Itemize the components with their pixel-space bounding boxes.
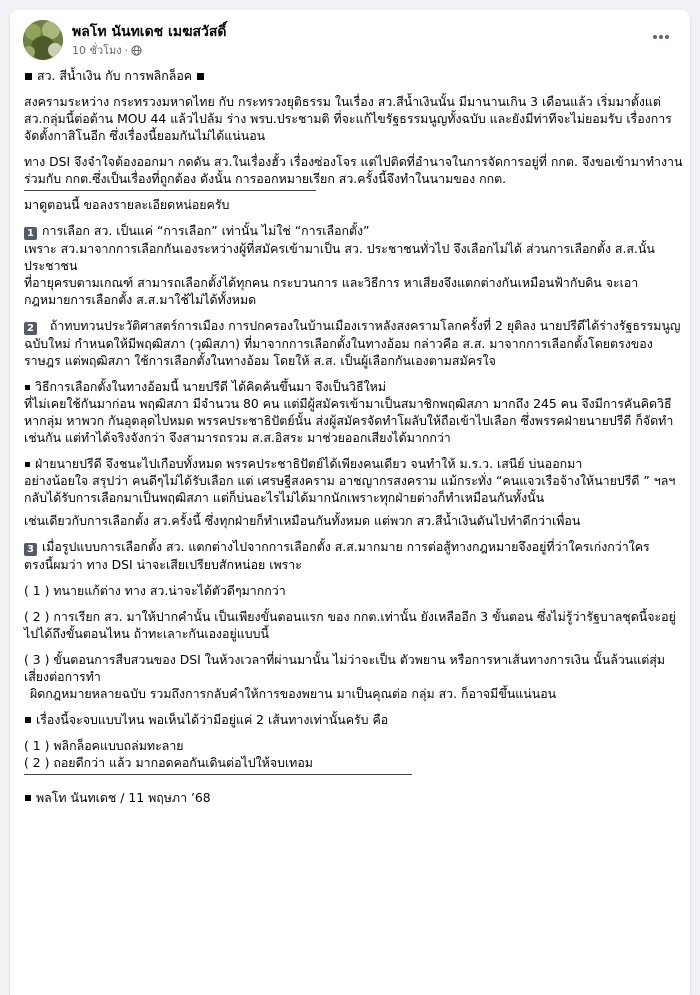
author-name[interactable]: พลโท นันทเดช เมฆสวัสดิ์: [72, 24, 227, 40]
ending-option-2: ( 2 ) ถอยดีกว่า แล้ว มากอดคอกันเดินต่อไปให้จบเทอม: [24, 755, 313, 770]
bullet-1-title: วิธีการเลือกตั้งในทางอ้อมนี้ นายปรีดี ได้คิดค้นขึ้นมา จึงเป็นวิธีใหม่: [35, 379, 387, 394]
section-2: [24, 317, 684, 369]
post-header: [10, 10, 690, 70]
section-3-item-3: ( 3 ) ขั้นตอนการสืบสวนของ DSI ในห้วงเวลาที่ผ่านมานั้น ไม่ว่าจะเป็น ตัวพยาน หรือการหาเส้นทางการเงิน นั้นล้วนแต่สุ่มเสี่ยงต่อการทำ: [24, 652, 666, 684]
section-2-text: ถ้าทบทวนประวัติศาสตร์การเมือง การปกครองในบ้านเมืองเราหลังสงครามโลกครั้งที่ 2 ยุติลง นายปรีดีได้ร่างรัฐธรรมนูญฉบับใหม่ กำหนดให้มีพฤฒิสภา (วุฒิสภา) ที่มาจากการเลือกตั้งในทางอ้อม กล่าวคือ ส.ส. มาจากการเลือกตั้งโดยตรงของราษฎร แต่พฤฒิสภา ใช้การเลือกตั้งในทางอ้อม โดยให้ ส.ส. เป็นผู้เลือกกันเองตามสมัครใจ: [24, 318, 681, 368]
ending-title: เรื่องนี้จะจบแบบไหน พอเห็นได้ว่ามีอยู่แค่ 2 เส้นทางเท่านั้นครับ คือ: [36, 712, 389, 727]
divider: [24, 774, 412, 775]
more-options-icon[interactable]: [650, 24, 672, 46]
section-3-title: เมื่อรูปแบบการเลือกตั้ง สว. แตกต่างไปจากการเลือกตั้ง ส.ส.มากมาย การต่อสู้ทางกฎหมายจึงอยู่ที่ว่าใครเก่งกว่าใคร: [42, 539, 650, 554]
section-1-heading: [24, 222, 684, 240]
bullet-2-heading: [24, 455, 684, 472]
bullet-2-title: ฝ่ายนายปรีดี จึงชนะไปเกือบทั้งหมด พรรคประชาธิปัตย์ได้เพียงคนเดียว จนทำให้ ม.ร.ว. เสนีย์ บ่นออกมา: [35, 456, 583, 471]
post-time[interactable]: 10 ชั่วโมง: [72, 44, 122, 57]
square-bullet-icon: [25, 795, 31, 801]
avatar-image: [23, 20, 63, 60]
bullet-1-heading: [24, 378, 684, 395]
post-body: [24, 67, 684, 806]
section-1-body-b: ที่อายุครบตามเกณฑ์ สามารถเลือกตั้งได้ทุกคน กระบวนการ และวิธีการ หาเสียงจึงแตกต่างกันเหมือนฟ้ากับดิน จะเอากฎหมายการเลือกตั้ง ส.ส.มาใช้ไม่ได้ทั้งหมด: [24, 275, 639, 307]
ending-option-1: ( 1 ) พลิกล็อคแบบถล่มทะลาย: [24, 738, 184, 753]
number-2-icon: 2: [24, 322, 37, 335]
bullet-2-body: อย่างน้อยใจ สรุปว่า คนดีๆไม่ได้รับเลือก แต่ เศรษฐีสงคราม อาชญากรสงคราม แม้กระทั่ง “คนแจวเรือจ้างให้นายปรีดี ” ฯลฯ กลับได้รับการเลือกมาเป็นพฤฒิสภา แต่ก็บ่นอะไรไม่ได้มากนักเพราะทุกฝ่ายต่างก็ทำเหมือนกันทั้งนั้น: [24, 473, 676, 505]
bullet-2-tail: เช่นเดียวกับการเลือกตั้ง สว.ครั้งนี้ ซึ่งทุกฝ่ายก็ทำเหมือนกันทั้งหมด แต่พวก สว.สีน้ำเงินดันไปทำดีกว่าเพื่อน: [24, 513, 581, 528]
square-bullet-icon: [25, 717, 31, 723]
post-card: [10, 10, 690, 995]
square-bullet-icon: [197, 73, 204, 80]
ending-heading: [24, 711, 684, 728]
number-1-icon: 1: [24, 227, 37, 240]
divider: [24, 190, 316, 191]
post-title-line: [24, 67, 684, 84]
section-3-item-2: ( 2 ) การเรียก สว. มาให้ปากคำนั้น เป็นเพียงขั้นตอนแรก ของ กกต.เท่านั้น ยังเหลืออีก 3 ขั้นตอน ซึ่งไม่รู้ว่ารัฐบาลชุดนี้จะอยู่ไปได้ถึงขั้นตอนไหน ถ้าทะเลาะกันเองอยู่แบบนี้: [24, 609, 676, 641]
square-bullet-icon: [25, 73, 32, 80]
bullet-1-body: ที่ไม่เคยใช้กันมาก่อน พฤฒิสภา มีจำนวน 80 คน แต่มีผู้สมัครเข้ามาเป็นสมาชิกพฤฒิสภา มากถึง 245 คน จึงมีการคันคิดวิธี หากลุ่ม หาพวก กันอุตลุดไปหมด พรรคประชาธิปัตย์นั้น ส่งผู้สมัครจัดทำโผลับให้ถือเข้าไปเลือก ซึ่งพรรคฝ่ายนายปรีดี ก็จัดทำเช่นกัน แต่ทำได้จริงจังกว่า จึงสามารถรวม ส.ส.อิสระ มาช่วยออกเสียงได้มากกว่า: [24, 396, 674, 445]
paragraph-3: มาดูตอนนี้ ขอลงรายละเอียดหน่อยครับ: [24, 197, 230, 212]
post-title: สว. สีน้ำเงิน กับ การพลิกล็อค: [37, 68, 193, 83]
paragraph-1: สงครามระหว่าง กระทรวงมหาดไทย กับ กระทรวงยุติธรรม ในเรื่อง สว.สีน้ำเงินนั้น มีมานานเกิน 3 เดือนแล้ว เริ่มมาตั้งแต่ สว.กลุ่มนี้ต่อต้าน MOU 44 แล้วไปล้ม ร่าง พรบ.ประชามติ ที่จะแก้ไขรัฐธรรมนูญทั้งฉบับ และยังมีท่าทีจะไม่ยอมรับ เรื่องการจัดตั้งกาสิโนอีก ซึ่งเรื่องนี้ยอมกันไม่ได้แน่นอน: [24, 94, 672, 143]
paragraph-2: ทาง DSI จึงจำใจต้องออกมา กดดัน สว.ในเรื่องฮั้ว เรื่องซ่องโจร แต่ไปติดที่อำนาจในการจัดการอยู่ที่ กกต. จึงขอเข้ามาทำงานร่วมกับ กกต.ซึ่งเป็นเรื่องที่ถูกต้อง ดังนั้น การออกหมายเรียก สว.ครั้งนี้จึงทำในนามของ กกต.: [24, 154, 683, 186]
signature: พลโท นันทเดช / 11 พฤษภา ’68: [36, 790, 211, 805]
globe-icon[interactable]: [131, 45, 142, 56]
square-bullet-icon: [25, 385, 30, 390]
avatar[interactable]: [23, 20, 63, 60]
section-1-body-a: เพราะ สว.มาจากการเลือกกันเองระหว่างผู้ที่สมัครเข้ามาเป็น สว. ประชาชนทั่วไป จึงเลือกไม่ได้ ส่วนการเลือกตั้ง ส.ส.นั้น ประชาชน: [24, 241, 655, 273]
post-meta: [72, 41, 142, 59]
signature-line: [24, 789, 684, 806]
number-3-icon: 3: [24, 543, 37, 556]
section-3-item-3-cont: ผิดกฎหมายหลายฉบับ รวมถึงการกลับคำให้การของพยาน มาเป็นคุณต่อ กลุ่ม สว. ก็อาจมีขึ้นแน่นอน: [30, 686, 557, 701]
meta-separator: ·: [124, 44, 129, 57]
section-3-heading: [24, 538, 684, 556]
section-1-title: การเลือก สว. เป็นแค่ “การเลือก” เท่านั้น ไม่ใช่ “การเลือกตั้ง”: [42, 223, 370, 238]
square-bullet-icon: [25, 462, 30, 467]
section-3-item-1: ( 1 ) ทนายแก้ต่าง ทาง สว.น่าจะได้ตัวดีๆมากกว่า: [24, 583, 286, 598]
section-3-sub: ตรงนี้ผมว่า ทาง DSI น่าจะเสียเปรียบสักหน่อย เพราะ: [24, 557, 302, 572]
